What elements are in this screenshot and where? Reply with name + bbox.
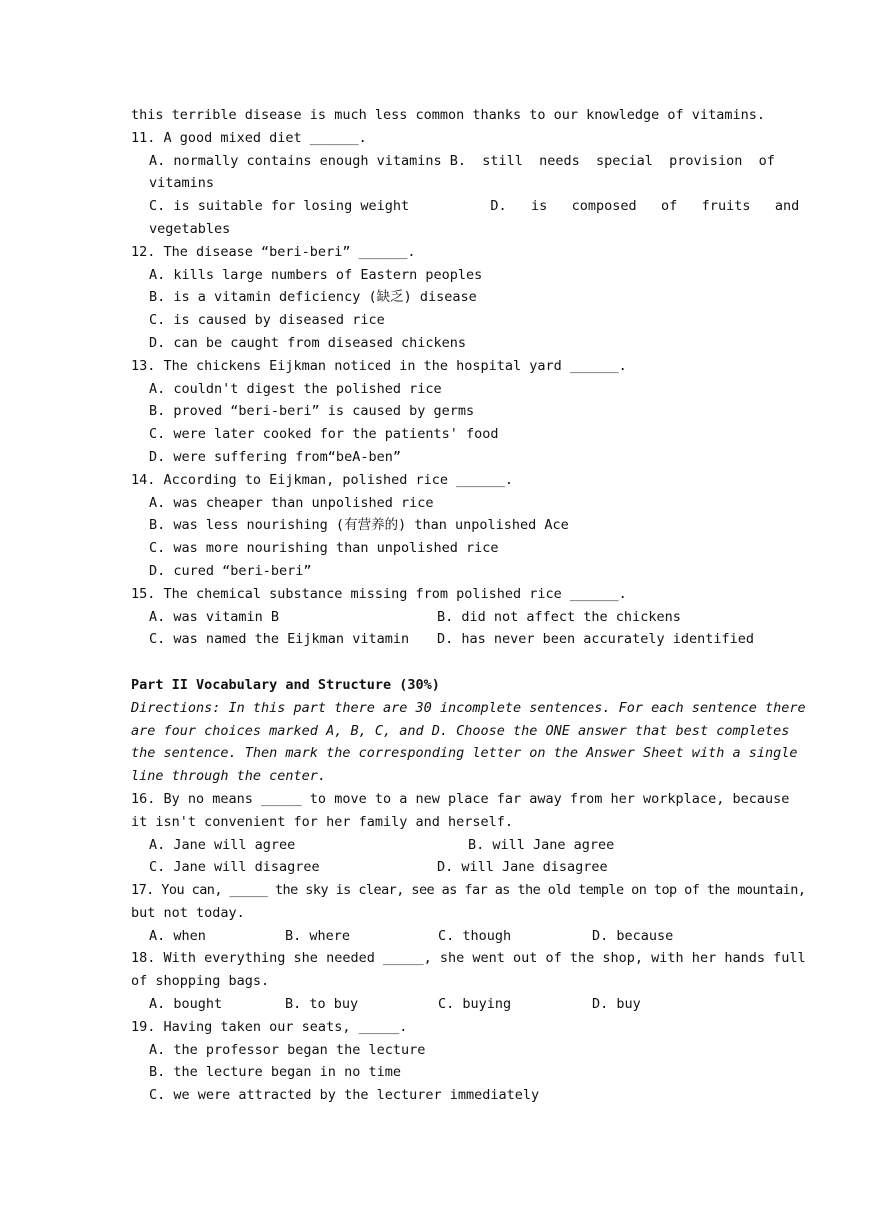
section-spacer xyxy=(131,651,741,674)
directions-line-4: line through the center. xyxy=(131,768,327,785)
directions-line-1: Directions: In this part there are 30 incomplete sentences. For each sentence there xyxy=(131,699,806,716)
question-13-stem: 13. The chickens Eijkman noticed in the hospital yard ______. xyxy=(131,357,627,374)
question-17-option-d: D. because xyxy=(592,927,674,944)
question-15-options-ab xyxy=(131,606,741,629)
question-18-option-b: B. to buy xyxy=(285,996,359,1013)
question-18-option-c: C. buying xyxy=(438,996,512,1013)
question-18-option-d: D. buy xyxy=(592,996,641,1013)
question-16-options-ab xyxy=(131,834,741,857)
question-19-option-c: C. we were attracted by the lecturer immediately xyxy=(149,1087,540,1104)
question-11-options-ab: A. normally contains enough vitamins B. still needs special provision of xyxy=(149,152,775,169)
question-14-option-c: C. was more nourishing than unpolished rice xyxy=(149,540,499,557)
question-16-option-b: B. will Jane agree xyxy=(468,836,615,853)
question-17-option-c: C. though xyxy=(438,927,512,944)
question-12-option-d: D. can be caught from diseased chickens xyxy=(149,334,466,351)
question-17-options xyxy=(131,925,741,948)
question-12-option-a: A. kills large numbers of Eastern peoples xyxy=(149,266,483,283)
question-19-stem: 19. Having taken our seats, _____. xyxy=(131,1018,408,1035)
question-17-option-a: A. when xyxy=(149,927,206,944)
question-18-stem-line-2: of shopping bags. xyxy=(131,973,270,990)
question-18-option-a: A. bought xyxy=(149,996,223,1013)
question-16-option-c: C. Jane will disagree xyxy=(149,859,320,876)
question-11-option-b-wrap: vitamins xyxy=(149,175,215,192)
directions-line-2: are four choices marked A, B, C, and D. Choose the ONE answer that best completes xyxy=(131,722,790,739)
question-15-option-d: D. has never been accurately identified xyxy=(437,631,754,648)
question-12-option-c: C. is caused by diseased rice xyxy=(149,312,385,329)
question-13-option-a: A. couldn't digest the polished rice xyxy=(149,380,442,397)
question-17-stem-line-2: but not today. xyxy=(131,904,245,921)
question-18-stem-line-1: 18. With everything she needed _____, she went out of the shop, with her hands full xyxy=(131,950,806,967)
directions-line-3: the sentence. Then mark the corresponding letter on the Answer Sheet with a single xyxy=(131,745,798,762)
passage-end-line: this terrible disease is much less common thanks to our knowledge of vitamins. xyxy=(131,107,765,123)
question-15-stem: 15. The chemical substance missing from polished rice ______. xyxy=(131,585,627,602)
question-14-option-b: B. was less nourishing (有营养的) than unpolished Ace xyxy=(149,517,569,534)
question-14-stem: 14. According to Eijkman, polished rice ______. xyxy=(131,471,514,488)
question-14-option-a: A. was cheaper than unpolished rice xyxy=(149,494,434,511)
question-14-option-d: D. cured “beri-beri” xyxy=(149,562,312,579)
question-12-stem: 12. The disease “beri-beri” ______. xyxy=(131,243,416,260)
question-15-option-a: A. was vitamin B xyxy=(149,608,280,625)
question-11-stem: 11. A good mixed diet ______. xyxy=(131,129,367,146)
question-17-option-b: B. where xyxy=(285,927,351,944)
question-17-stem-line-1: 17. You can, _____ the sky is clear, see as far as the old temple on top of the mountain, xyxy=(131,882,806,899)
question-15-option-b: B. did not affect the chickens xyxy=(437,608,681,625)
question-16-option-a: A. Jane will agree xyxy=(149,836,296,853)
question-16-stem-line-1: 16. By no means _____ to move to a new place far away from her workplace, because xyxy=(131,790,790,807)
question-11-option-d-wrap: vegetables xyxy=(149,220,231,237)
question-16-option-d: D. will Jane disagree xyxy=(437,859,608,876)
question-16-options-cd xyxy=(131,856,741,879)
question-13-option-c: C. were later cooked for the patients' food xyxy=(149,426,499,443)
question-15-option-c: C. was named the Eijkman vitamin xyxy=(149,631,410,648)
question-16-stem-line-2: it isn't convenient for her family and herself. xyxy=(131,813,514,830)
question-19-option-b: B. the lecture began in no time xyxy=(149,1064,401,1081)
question-12-option-b: B. is a vitamin deficiency (缺乏) disease xyxy=(149,289,477,306)
exam-page xyxy=(131,104,806,1107)
question-18-options xyxy=(131,993,741,1016)
question-11-options-cd: C. is suitable for losing weight D. is composed of fruits and xyxy=(149,198,800,215)
question-15-options-cd xyxy=(131,628,754,651)
question-19-option-a: A. the professor began the lecture xyxy=(149,1041,426,1058)
part-2-heading: Part II Vocabulary and Structure (30%) xyxy=(131,676,440,693)
question-13-option-d: D. were suffering from“beA-ben” xyxy=(149,448,401,465)
question-13-option-b: B. proved “beri-beri” is caused by germs xyxy=(149,403,475,420)
